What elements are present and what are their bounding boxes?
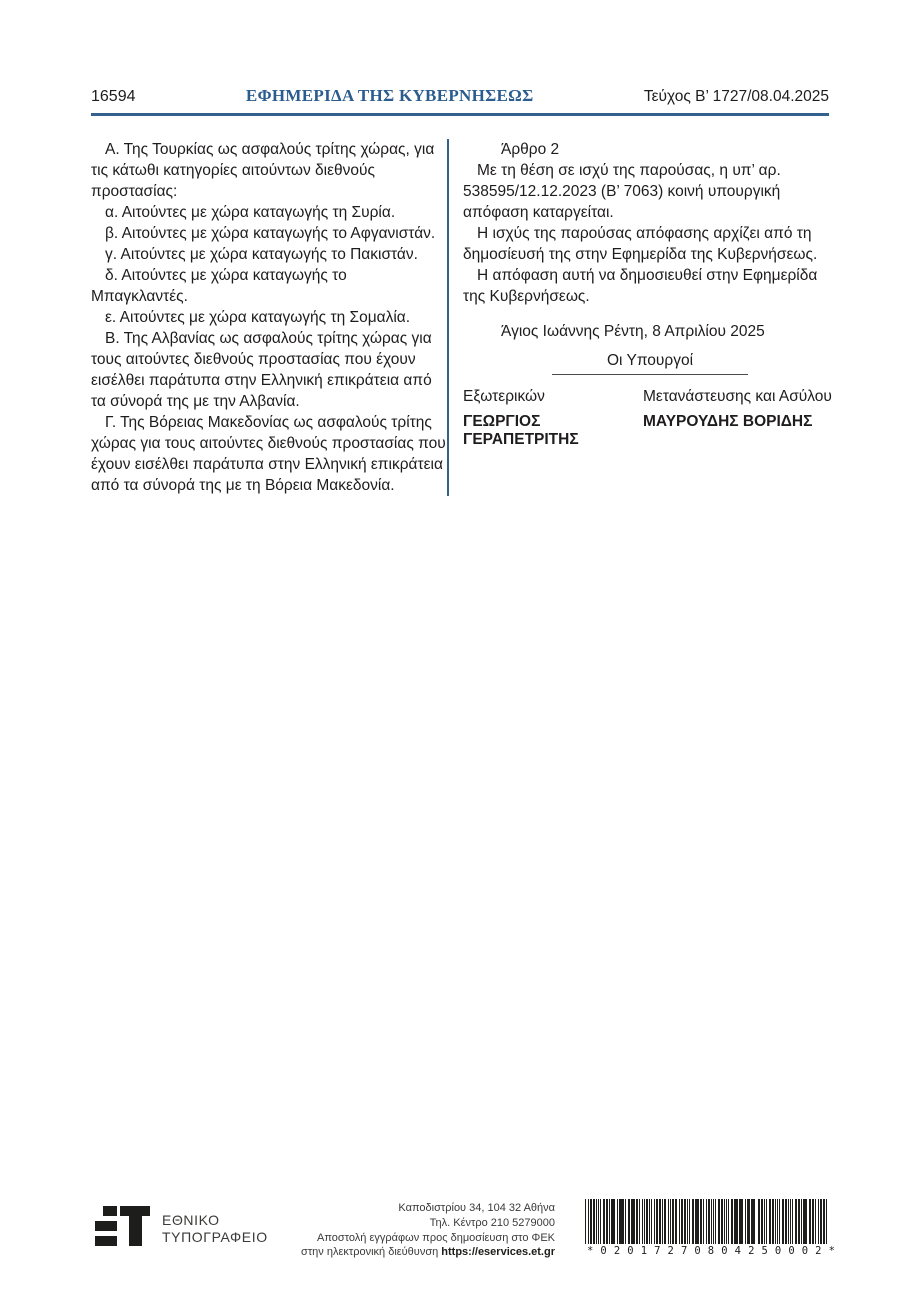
issue-label: Τεύχος Β’ 1727/08.04.2025: [643, 88, 829, 105]
national-printing-house-logo-icon: [95, 1206, 150, 1246]
minister-name: ΜΑΥΡΟΥΔΗΣ ΒΟΡΙΔΗΣ: [643, 413, 813, 430]
address-line: Αποστολή εγγράφων προς δημοσίευση στο ΦΕΚ: [317, 1231, 555, 1244]
gazette-title: ΕΦΗΜΕΡΙΔΑ ΤΗΣ ΚΥΒΕΡΝΗΣΕΩΣ: [245, 86, 534, 105]
ministry-label: Μετανάστευσης και Ασύλου: [643, 388, 832, 405]
list-item: δ. Αιτούντες με χώρα καταγωγής το Μπαγκλαντές.: [91, 267, 347, 305]
right-column: [447, 139, 837, 496]
page-header: [91, 86, 829, 116]
paragraph: Α. Της Τουρκίας ως ασφαλούς τρίτης χώρας, για τις κάτωθι κατηγορίες αιτούντων διεθνούς προστασίας:: [91, 141, 435, 200]
paragraph: Β. Της Αλβανίας ως ασφαλούς τρίτης χώρας για τους αιτούντες διεθνούς προστασίας που έχουν εισέλθει παράτυπα στην Ελληνική επικράτεια από τα σύνορά της με την Αλβανία.: [91, 330, 432, 410]
page-number: 16594: [91, 88, 136, 105]
logo-wordmark-line1: ΕΘΝΙΚΟ: [162, 1212, 220, 1228]
logo-letter-t: [120, 1206, 150, 1246]
logo-wordmark: [162, 1212, 268, 1245]
paragraph: Γ. Της Βόρειας Μακεδονίας ως ασφαλούς τρίτης χώρας για τους αιτούντες διεθνούς προστασίας που έχουν εισέλθει παράτυπα στην Ελληνική επικράτεια από τα σύνορά της με τη Βόρεια Μακεδονία.: [91, 414, 446, 494]
body-columns: [91, 139, 837, 496]
eservices-url: https://eservices.et.gr: [441, 1246, 555, 1259]
left-column: [91, 139, 447, 496]
paragraph: Η απόφαση αυτή να δημοσιευθεί στην Εφημερίδα της Κυβερνήσεως.: [463, 267, 818, 305]
barcode-digits: * 0 2 0 1 7 2 7 0 8 0 4 2 5 0 0 0 2 *: [587, 1245, 835, 1257]
address-line: [295, 1245, 555, 1260]
minister-name: ΓΕΩΡΓΙΟΣ ΓΕΡΑΠΕΤΡΙΤΗΣ: [463, 413, 579, 448]
list-item: β. Αιτούντες με χώρα καταγωγής το Αφγανιστάν.: [105, 225, 436, 242]
footer-address: [295, 1201, 555, 1260]
logo-wordmark-line2: ΤΥΠΟΓΡΑΦΕΙΟ: [162, 1228, 268, 1245]
logo-letter-e: [95, 1206, 117, 1246]
address-line: Καποδιστρίου 34, 104 32 Αθήνα: [398, 1202, 555, 1214]
signature-ministries-row: [463, 388, 837, 406]
ministry-label: Εξωτερικών: [463, 388, 545, 405]
signature-names-row: [463, 413, 837, 449]
place-date: Άγιος Ιωάννης Ρέντη, 8 Απριλίου 2025: [501, 323, 765, 340]
ministers-heading: Οι Υπουργοί: [552, 351, 748, 375]
signatures: [463, 388, 837, 449]
address-line: Τηλ. Κέντρο 210 5279000: [429, 1216, 555, 1229]
paragraph: Με τη θέση σε ισχύ της παρούσας, η υπ’ αρ. 538595/12.12.2023 (Β’ 7063) κοινή υπουργική απόφαση καταργείται.: [463, 162, 781, 221]
issue-barcode: [585, 1199, 837, 1257]
list-item: α. Αιτούντες με χώρα καταγωγής τη Συρία.: [105, 204, 396, 221]
address-url-prefix: στην ηλεκτρονική διεύθυνση: [301, 1246, 442, 1259]
list-item: γ. Αιτούντες με χώρα καταγωγής το Πακιστάν.: [105, 246, 418, 263]
barcode-bars: [585, 1199, 837, 1244]
paragraph: Η ισχύς της παρούσας απόφασης αρχίζει από τη δημοσίευσή της στην Εφημερίδα της Κυβερνήσεως.: [463, 225, 818, 263]
article-heading: Άρθρο 2: [501, 141, 560, 158]
list-item: ε. Αιτούντες με χώρα καταγωγής τη Σομαλία.: [105, 309, 411, 326]
